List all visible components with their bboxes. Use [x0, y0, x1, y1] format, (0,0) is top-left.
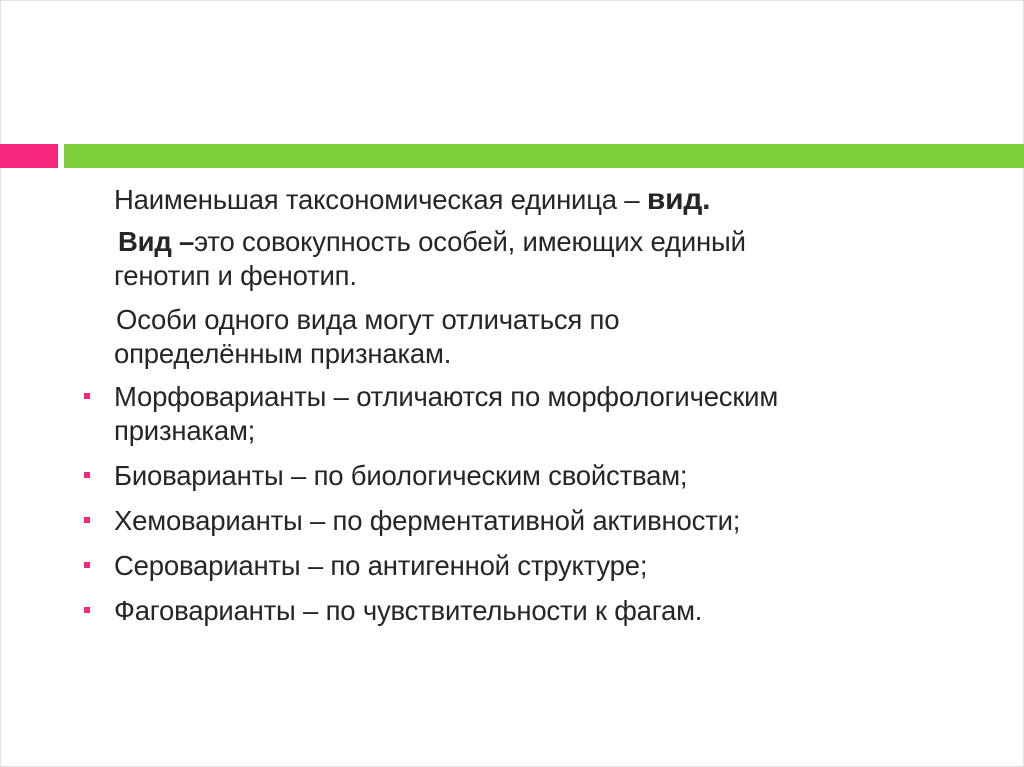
- list-item: [0, 459, 1024, 493]
- bullet-text-line1: Сероварианты – по антигенной структуре;: [114, 550, 648, 581]
- slide-content: [0, 183, 1024, 639]
- list-item: [0, 504, 1024, 538]
- definition-text-line2: генотип и фенотип.: [114, 260, 357, 291]
- bullet-list: [0, 380, 1024, 628]
- bullet-square-icon: [84, 393, 90, 399]
- intro-paragraph: [0, 183, 1024, 217]
- variance-paragraph: [0, 303, 1024, 371]
- list-item: [0, 380, 1024, 448]
- bullet-square-icon: [84, 562, 90, 568]
- bullet-text-line2: признакам;: [114, 415, 256, 446]
- bullet-text-line1: Фаговарианты – по чувствительности к фагам.: [114, 595, 703, 626]
- bullet-square-icon: [84, 472, 90, 478]
- accent-bar-pink: [0, 144, 58, 168]
- definition-emphasis: Вид –: [118, 226, 195, 257]
- list-item: [0, 594, 1024, 628]
- list-item: [0, 549, 1024, 583]
- variance-line2: определённым признакам.: [114, 338, 452, 369]
- variance-line1: Особи одного вида могут отличаться по: [116, 304, 620, 335]
- bullet-square-icon: [84, 607, 90, 613]
- bullet-text-line1: Биоварианты – по биологическим свойствам;: [114, 460, 688, 491]
- bullet-text-line1: Морфоварианты – отличаются по морфологическим: [114, 381, 779, 412]
- definition-paragraph: [0, 225, 1024, 293]
- intro-emphasis: вид.: [646, 183, 711, 216]
- bullet-square-icon: [84, 517, 90, 523]
- intro-text: Наименьшая таксономическая единица –: [114, 184, 647, 215]
- accent-bar-green: [64, 144, 1024, 168]
- definition-text-line1: это совокупность особей, имеющих единый: [194, 226, 746, 257]
- bullet-text-line1: Хемоварианты – по ферментативной активности;: [114, 505, 741, 536]
